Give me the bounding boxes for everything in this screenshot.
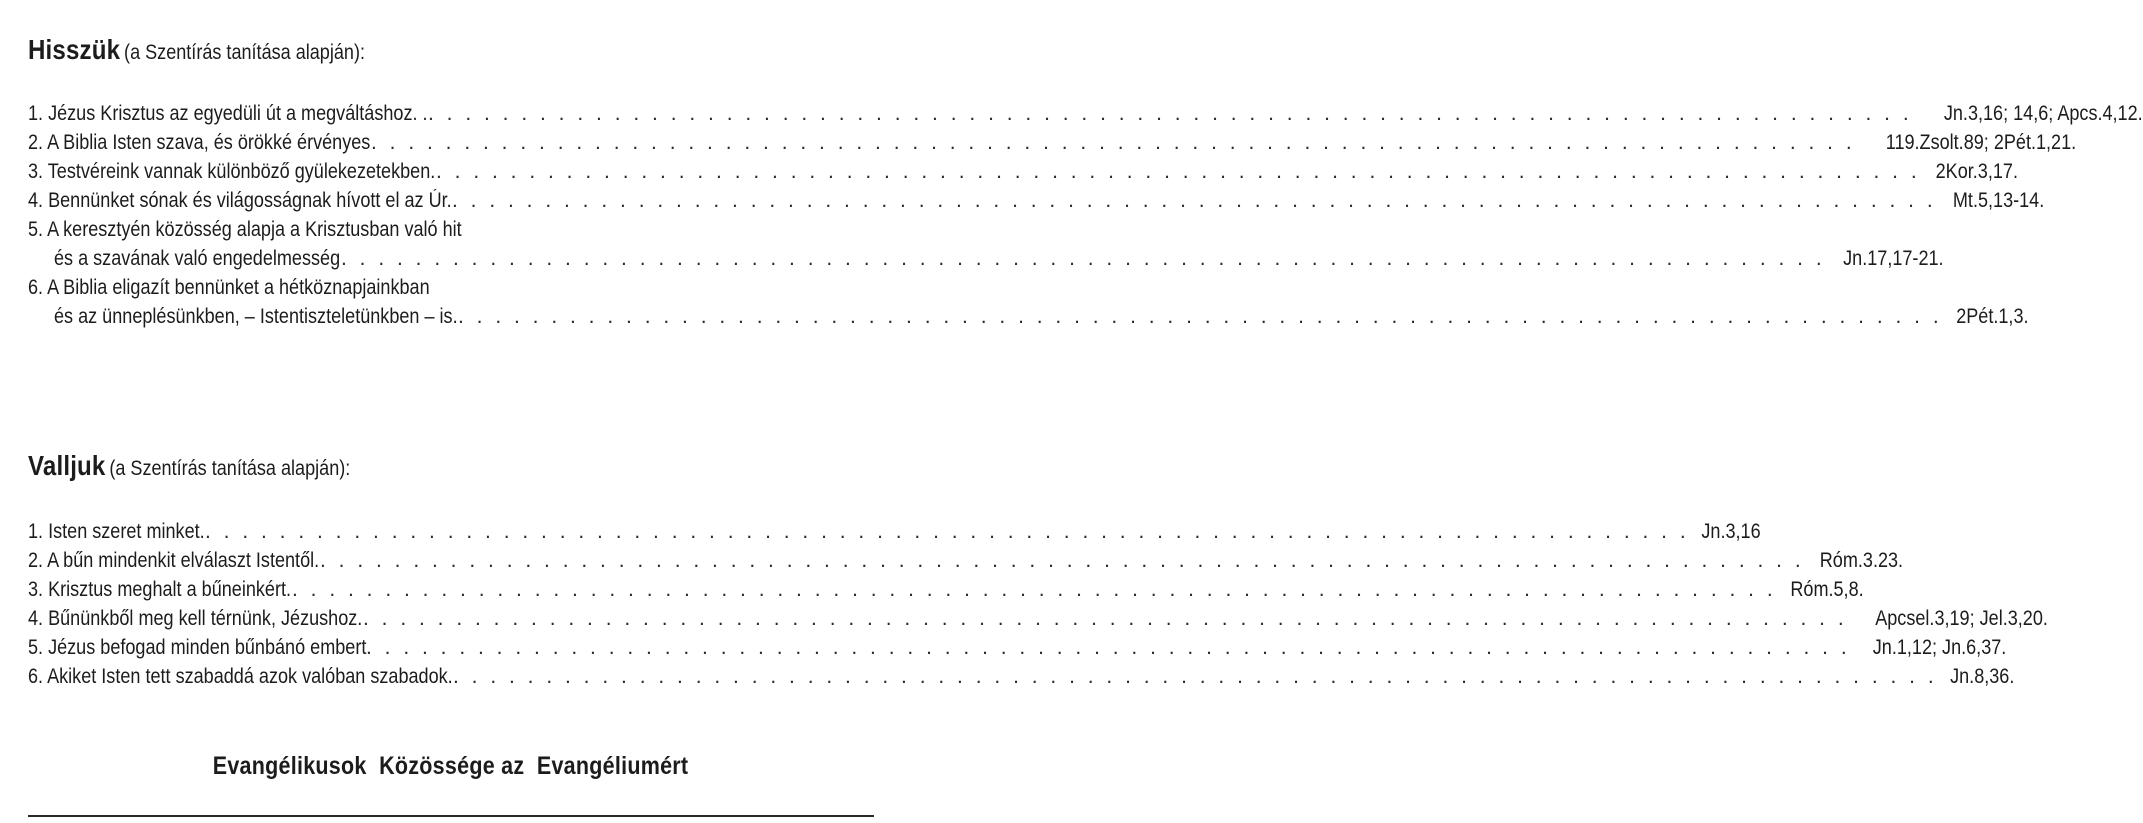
- list-item-text: 4. Bűnünkből meg kell térnünk, Jézushoz.: [28, 607, 363, 630]
- list-item: [28, 604, 2049, 633]
- list-item-line: [28, 517, 1761, 546]
- dot-leader: . . . . . . . . . . . . . . . . . . . . . . . . . . . . . . . . . . . . . . . . . . . . . . . . . . . . . . . . . . . . . . . . . . . . . . . . . . . . . . . .: [292, 578, 1777, 601]
- list-item-line: [28, 128, 2077, 157]
- list-item: [28, 546, 1904, 575]
- dot-leader: . . . . . . . . . . . . . . . . . . . . . . . . . . . . . . . . . . . . . . . . . . . . . . . . . . . . . . . . . . . . . . . . . . . . . . . . . . . . . . . .: [205, 520, 1690, 543]
- dot-leader: . . . . . . . . . . . . . . . . . . . . . . . . . . . . . . . . . . . . . . . . . . . . . . . . . . . . . . . . . . . . . . . . . . . . . . . . . . . . . . . .: [452, 189, 1937, 212]
- list-item-line: [28, 273, 864, 302]
- list-item: [28, 662, 2015, 691]
- list-item-text: és az ünneplésünkben, – Istentiszteletünkben – is.: [54, 305, 458, 328]
- dot-leader: . . . . . . . . . . . . . . . . . . . . . . . . . . . . . . . . . . . . . . . . . . . . . . . . . . . . . . . . . . . . . . . . . . . . . . . . . . . . . . . .: [341, 247, 1826, 270]
- list-item-text: 2. A bűn mindenkit elválaszt Istentől.: [28, 549, 320, 572]
- list-item-text: 2. A Biblia Isten szava, és örökké érvényes: [28, 131, 371, 154]
- list-item-text: és a szavának való engedelmesség: [54, 247, 341, 270]
- list-item: [28, 517, 1761, 546]
- dot-leader: . . . . . . . . . . . . . . . . . . . . . . . . . . . . . . . . . . . . . . . . . . . . . . . . . . . . . . . . . . . . . . . . . . . . . . . . . . . . . . . .: [320, 549, 1805, 572]
- list-item-line: [28, 302, 2029, 331]
- list-item-text: 1. Isten szeret minket.: [28, 520, 205, 543]
- list-item: [28, 633, 2007, 662]
- heading-title: Valljuk: [28, 450, 106, 481]
- dot-leader: . . . . . . . . . . . . . . . . . . . . . . . . . . . . . . . . . . . . . . . . . . . . . . . . . . . . . . . . . . . . . . . . . . . . . . . . . . . . . . . .: [428, 102, 1913, 125]
- list-item-line: [28, 604, 2049, 633]
- list-item-text: 3. Testvéreink vannak különböző gyülekezetekben.: [28, 160, 436, 183]
- scripture-reference: Róm.3.23.: [1819, 549, 1904, 572]
- list-item-line: [28, 244, 1944, 273]
- dot-leader: . . . . . . . . . . . . . . . . . . . . . . . . . . . . . . . . . . . . . . . . . . . . . . . . . . . . . . . . . . . . . . . . . . . . . . . . . . . . . . . .: [371, 131, 1856, 154]
- list-item-text: 3. Krisztus meghalt a bűneinkért.: [28, 578, 292, 601]
- section-heading: [28, 446, 747, 486]
- organization-name: [0, 752, 902, 781]
- scripture-reference: 2Pét.1,3.: [1956, 305, 2029, 328]
- list-item-line: [28, 99, 2143, 128]
- scripture-reference: Jn.3,16; 14,6; Apcs.4,12.: [1944, 102, 2143, 125]
- list-item-text: 1. Jézus Krisztus az egyedüli út a megváltáshoz. .: [28, 102, 428, 125]
- list-item-line: [28, 215, 864, 244]
- section-hisszuk: [28, 30, 2143, 331]
- scripture-reference: 119.Zsolt.89; 2Pét.1,21.: [1885, 131, 2077, 154]
- list-item-text: 5. A keresztyén közösség alapja a Krisztusban való hit: [28, 218, 462, 241]
- list-item: [28, 157, 2019, 186]
- scripture-reference: Jn.3,16: [1701, 520, 1761, 543]
- scripture-reference: Jn.1,12; Jn.6,37.: [1872, 636, 2007, 659]
- list-item-line: [28, 575, 1864, 604]
- list-item: [28, 186, 2045, 215]
- heading-subtitle: (a Szentírás tanítása alapján):: [124, 41, 365, 64]
- organization-name-text: Evangélikusok Közössége az Evangéliumért: [213, 752, 689, 780]
- dot-leader: . . . . . . . . . . . . . . . . . . . . . . . . . . . . . . . . . . . . . . . . . . . . . . . . . . . . . . . . . . . . . . . . . . . . . . . . . . . . . . . .: [436, 160, 1921, 183]
- section-valljuk: [28, 446, 2049, 691]
- list-item-line: [28, 633, 2007, 662]
- scripture-reference: Mt.5,13-14.: [1953, 189, 2045, 212]
- dot-leader: . . . . . . . . . . . . . . . . . . . . . . . . . . . . . . . . . . . . . . . . . . . . . . . . . . . . . . . . . . . . . . . . . . . . . . . . . . . . . . . .: [453, 665, 1938, 688]
- dot-leader: . . . . . . . . . . . . . . . . . . . . . . . . . . . . . . . . . . . . . . . . . . . . . . . . . . . . . . . . . . . . . . . . . . . . . . . . . . . . . . . .: [363, 607, 1848, 630]
- list-item-text: 6. Akiket Isten tett szabaddá azok valóban szabadok.: [28, 665, 453, 688]
- heading-title: Hisszük: [28, 34, 121, 65]
- list-item-text: 6. A Biblia eligazít bennünket a hétköznapjainkban: [28, 276, 430, 299]
- scripture-reference: 2Kor.3,17.: [1935, 160, 2019, 183]
- list-item-line: [28, 546, 1904, 575]
- belief-list: [28, 99, 2143, 331]
- list-item: [28, 215, 1944, 273]
- section-heading: [28, 30, 747, 70]
- list-item-line: [28, 186, 2045, 215]
- list-item-line: [28, 662, 2015, 691]
- dot-leader: . . . . . . . . . . . . . . . . . . . . . . . . . . . . . . . . . . . . . . . . . . . . . . . . . . . . . . . . . . . . . . . . . . . . . . . . . . . . . . . .: [366, 636, 1851, 659]
- scripture-reference: Jn.8,36.: [1950, 665, 2015, 688]
- confession-list: [28, 517, 2049, 691]
- list-item-line: [28, 157, 2019, 186]
- list-item-text: 5. Jézus befogad minden bűnbánó embert: [28, 636, 367, 659]
- heading-subtitle: (a Szentírás tanítása alapján):: [109, 457, 351, 480]
- list-item: [28, 99, 2143, 128]
- scripture-reference: Róm.5,8.: [1790, 578, 1864, 601]
- bottom-divider: [28, 815, 874, 817]
- list-item-text: 4. Bennünket sónak és világosságnak hívott el az Úr.: [28, 189, 452, 212]
- scripture-reference: Jn.17,17-21.: [1843, 247, 1944, 270]
- list-item: [28, 273, 2029, 331]
- scripture-reference: Apcsel.3,19; Jel.3,20.: [1875, 607, 2049, 630]
- list-item: [28, 128, 2077, 157]
- dot-leader: . . . . . . . . . . . . . . . . . . . . . . . . . . . . . . . . . . . . . . . . . . . . . . . . . . . . . . . . . . . . . . . . . . . . . . . . . . . . . . . .: [458, 305, 1943, 328]
- list-item: [28, 575, 1864, 604]
